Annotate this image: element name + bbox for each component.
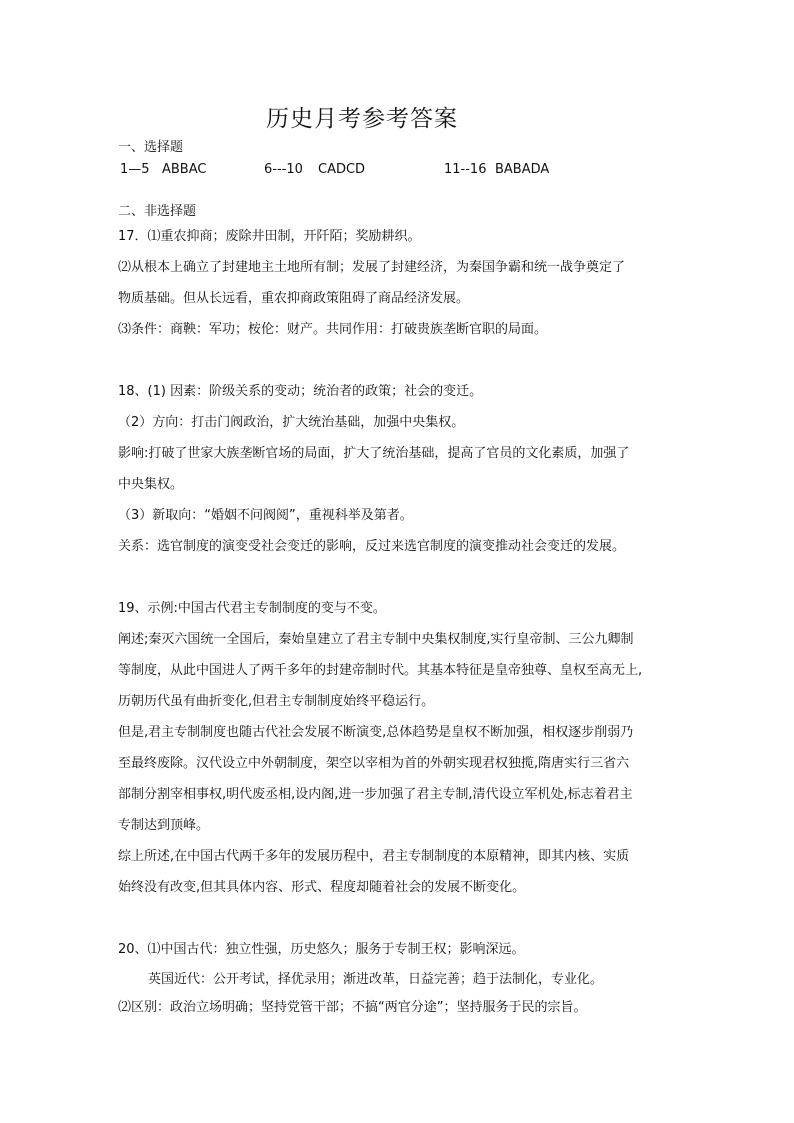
q19-line: 历朝历代虽有曲折变化,但君主专制制度始终平稳运行。 <box>118 694 435 709</box>
q18-line: 18、(1) 因素：阶级关系的变动；统治者的政策；社会的变迁。 <box>118 384 483 399</box>
q19-line: 专制达到顶峰。 <box>118 818 210 833</box>
section-heading-choice: 一、选择题 <box>118 140 184 155</box>
choice-range: 11--16 <box>444 162 487 177</box>
section-heading-nonchoice: 二、非选择题 <box>118 204 197 219</box>
q17-line: 17．⑴重农抑商；废除井田制，开阡陌；奖励耕织。 <box>118 229 421 244</box>
q19-line: 始终没有改变,但其具体内容、形式、程度却随着社会的发展不断变化。 <box>118 880 526 895</box>
q19-line: 阐述;秦灭六国统一全国后，秦始皇建立了君主专制中央集权制度,实行皇帝制、三公九卿制 <box>118 632 634 647</box>
choice-range: 6---10 <box>264 162 303 177</box>
q17-line: ⑶条件：商鞅：军功；桉伦：财产。共同作用：打破贵族垄断官职的局面。 <box>118 322 548 337</box>
choice-answers: CADCD <box>318 162 366 177</box>
q18-line: 中央集权。 <box>118 477 184 492</box>
q19-line: 等制度，从此中国进人了两千多年的封建帝制时代。其基本特征是皇帝独尊、皇权至高无上, <box>118 663 643 678</box>
page-title: 历史月考参考答案 <box>266 106 458 132</box>
choice-answers: ABBAC <box>162 162 207 177</box>
q20-line: 英国近代：公开考试，择优录用；渐进改革，日益完善；趋于法制化，专业化。 <box>148 972 604 987</box>
q20-line: 20、⑴中国古代：独立性强，历史悠久；服务于专制王权；影响深远。 <box>118 942 525 957</box>
q19-line: 部制分割宰相事权,明代废丞相,设内阁,进一步加强了君主专制,清代设立军机处,标志着君主 <box>118 787 633 802</box>
choice-answers-row <box>118 160 688 180</box>
q17-line: ⑵从根本上确立了封建地主土地所有制；发展了封建经济，为秦国争霸和统一战争奠定了 <box>118 260 626 275</box>
q18-line: 关系：选官制度的演变受社会变迁的影响，反过来选官制度的演变推动社会变迁的发展。 <box>118 539 626 554</box>
q17-line: 物质基础。但从长远看，重农抑商政策阻碍了商品经济发展。 <box>118 291 470 306</box>
q19-line: 但是,君主专制制度也随古代社会发展不断演变,总体趋势是皇权不断加强，相权逐步削弱乃 <box>118 725 634 740</box>
q19-line: 19、示例:中国古代君主专制制度的变与不变。 <box>118 601 386 616</box>
q18-line: （3）新取向：“婚姻不问阀阅”，重视科举及第者。 <box>118 508 413 523</box>
q18-line: （2）方向：打击门阀政治，扩大统治基础，加强中央集权。 <box>118 415 465 430</box>
choice-range: 1—5 <box>120 162 150 177</box>
q18-line: 影响:打破了世家大族垄断官场的局面，扩大了统治基础，提高了官员的文化素质，加强了 <box>118 446 630 461</box>
q20-line: ⑵区别：政治立场明确；坚持党管干部；不搞“两官分途”；坚持服务于民的宗旨。 <box>118 1000 587 1015</box>
choice-answers: BABADA <box>495 162 550 177</box>
q19-line: 至最终废除。汉代设立中外朝制度，架空以宰相为首的外朝实现君权独揽,隋唐实行三省六 <box>118 756 630 771</box>
q19-line: 综上所述,在中国古代两千多年的发展历程中，君主专制制度的本原精神，即其内核、实质 <box>118 849 630 864</box>
